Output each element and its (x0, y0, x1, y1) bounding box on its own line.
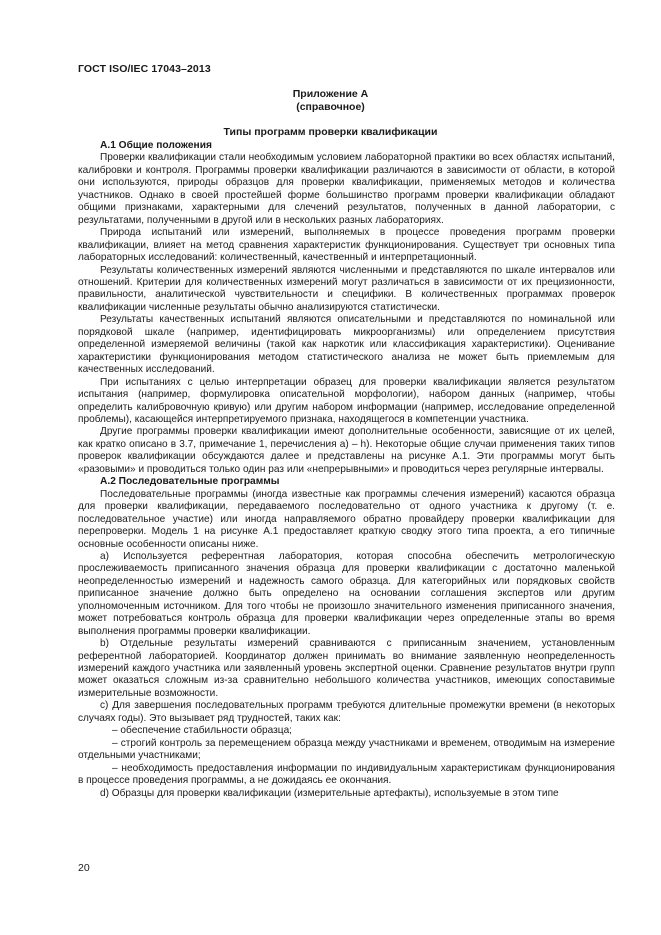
paragraph: Природа испытаний или измерений, выполняемых в процессе проведения программ проверки квалификации, влияет на метод сравнения характеристик функционирования. Существует три основных типа лабораторных исследований: количественный, качественный и интерпретационный. (78, 227, 615, 264)
paragraph: Другие программы проверки квалификации имеют дополнительные особенности, зависящие от их целей, как кратко описано в 3.7, примечание 1, перечисления а) – h). Некоторые общие случаи применения таких типов проверок квалификации обсуждаются далее и представлены на рисунке А.1. Эти программы могут быть «разовыми» и проводиться только один раз или «непрерывными» и проводиться через регулярные интервалы. (78, 426, 615, 475)
dash-item: – строгий контроль за перемещением образца между участниками и временем, отводимым на измерение отдельными участниками; (78, 737, 615, 762)
paragraph: Результаты количественных измерений являются численными и представляются по шкале интервалов или отношений. Критерии для количественных измерений могут различаться в зависимости от их прецизионности, правильности, аналитической чувствительности и специфики. В количественных программах проверок квалификации численные результаты обычно анализируются статистически. (78, 264, 615, 313)
page-number: 20 (78, 862, 90, 874)
list-item: d) Образцы для проверки квалификации (измерительные артефакты), используемые в этом типе (100, 787, 559, 799)
list-item: a) Используется референтная лаборатория, которая способна обеспечить метрологическую прослеживаемость приписанного значения образца для проверки квалификации с достаточно маленькой неопределенностью измерений и надежность самого образца. Для категорийных или порядковых свойств приписанное значение должно быть определено на основании соглашения экспертов или другим уполномоченным источником. Для того чтобы не произошло значительного изменения приписанного значения, может потребоваться контроль образца для проверки квалификации через определенные этапы во время выполнения программы проверки квалификации. (78, 550, 615, 637)
main-title: Типы программ проверки квалификации (223, 126, 438, 138)
list-item: b) Отдельные результаты измерений сравниваются с приписанным значением, установленным референтной лабораторией. Координатор должен принимать во внимание заявленную неопределенность измерений каждого участника или заявленный уровень экспертной оценки. Сравнение результатов внутри групп может оказаться сложным из-за сравнительно небольшого количества участников, имеющих сопоставимые измерительные возможности. (78, 638, 615, 699)
body-text (78, 140, 615, 800)
paragraph: Результаты качественных испытаний являются описательными и представляются по номинальной или порядковой шкале (например, идентифицировать микроорганизмы) или определением присутствия определенной измеряемой величины (такой как наркотик или классификация характеристики). Оценивание характеристики функционирования методом статистического анализа не может быть приемлемым для качественных исследований. (78, 314, 615, 376)
list-item: c) Для завершения последовательных программ требуются длительные промежутки времени (в некоторых случаях годы). Это вызывает ряд трудностей, таких как: (78, 700, 615, 724)
dash-item: – обеспечение стабильности образца; (112, 725, 292, 737)
section-heading: А.2 Последовательные программы (100, 476, 280, 488)
paragraph: Последовательные программы (иногда известные как программы слечения измерений) касаются образца для проверки квалификации, передаваемого последовательно от одного участника к другому (т. е. последовательное участие) или иногда направляемого обратно провайдеру проверки квалификации для перепроверки. Модель 1 на рисунке А.1 предоставляет краткую сводку этого типа проекта, а его типичные основные особенности описаны ниже. (78, 488, 615, 550)
paragraph: Проверки квалификации стали необходимым условием лабораторной практики во всех областях испытаний, калибровки и контроля. Программы проверки квалификации различаются в зависимости от области, в которой они используются, природы образцов для проверки квалификации, применяемых методов и количества участников. Однако в своей простейшей форме большинство программ проверки квалификации обладают общими признаками, характерными для слечений результатов, полученных в данной лаборатории, с результатами, полученными в другой или в нескольких разных лабораториях. (78, 152, 615, 226)
annex-title: Приложение А (292, 88, 369, 100)
annex-subtitle: (справочное) (296, 101, 365, 113)
section-heading: А.1 Общие положения (100, 140, 212, 151)
document-id-header: ГОСТ ISO/IEC 17043–2013 (78, 63, 211, 75)
dash-item: – необходимость предоставления информации по индивидуальным характеристикам функционирования в процессе проведения программы, а не дожидаясь ее окончания. (78, 762, 615, 787)
paragraph: При испытаниях с целью интерпретации образец для проверки квалификации является результатом испытания (например, формулировка описательной морфологии), набором данных (например, чтобы определить калибровочную кривую) или другим набором информации (например, исследование определенной проблемы), касающейся интерпретируемого признака, находящегося в компетенции участника. (78, 376, 615, 425)
